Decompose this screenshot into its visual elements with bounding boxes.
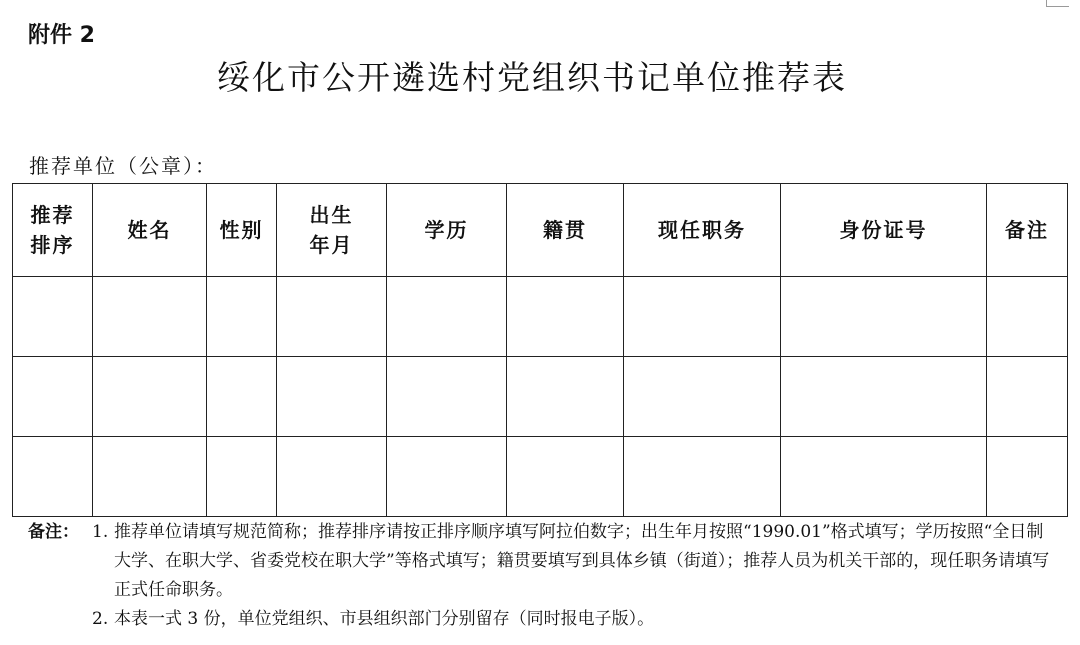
header-gender	[207, 184, 277, 277]
table-cell	[277, 437, 387, 517]
notes-label: 备注：	[28, 522, 79, 542]
table-cell	[93, 357, 207, 437]
header-text: 备注	[1005, 218, 1049, 242]
table-cell	[987, 357, 1068, 437]
header-rank	[13, 184, 93, 277]
table-cell	[987, 437, 1068, 517]
header-birth-date	[277, 184, 387, 277]
table-cell	[624, 277, 781, 357]
table-cell	[387, 277, 507, 357]
table-row	[13, 277, 1068, 357]
notes-label	[28, 605, 92, 634]
table-cell	[387, 357, 507, 437]
table-cell	[13, 277, 93, 357]
table-cell	[387, 437, 507, 517]
header-remarks	[987, 184, 1068, 277]
table-cell	[13, 437, 93, 517]
header-education	[387, 184, 507, 277]
header-text: 籍贯	[543, 218, 587, 242]
document-title: 绥化市公开遴选村党组织书记单位推荐表	[217, 58, 847, 97]
table-cell	[207, 277, 277, 357]
header-text: 出生	[309, 203, 354, 227]
note-text: 推荐单位请填写规范简称；推荐排序请按正排序顺序填写阿拉伯数字；出生年月按照“1990.01”格式填写；学历按照“全日制大学、在职大学、省委党校在职大学”等格式填写；籍贯要填写到具体乡镇（街道）；推荐人员为机关干部的，现任职务请填写正式任命职务。	[114, 522, 1050, 600]
table-cell	[277, 357, 387, 437]
header-text: 现任职务	[658, 218, 746, 242]
note-text: 本表一式 3 份，单位党组织、市县组织部门分别留存（同时报电子版）。	[114, 609, 655, 629]
header-text: 年月	[309, 233, 354, 257]
header-text: 性别	[219, 218, 264, 242]
note-number: 1.	[92, 522, 109, 542]
table-cell	[507, 357, 624, 437]
table-cell	[781, 437, 987, 517]
note-item	[28, 605, 1058, 634]
table-row	[13, 357, 1068, 437]
table-cell	[13, 357, 93, 437]
header-name	[93, 184, 207, 277]
header-text: 姓名	[127, 218, 172, 242]
notes-section	[28, 518, 1058, 634]
table-cell	[624, 357, 781, 437]
header-current-position	[624, 184, 781, 277]
table-header-row	[13, 184, 1068, 277]
table-cell	[507, 277, 624, 357]
header-id-number	[781, 184, 987, 277]
table-cell	[207, 357, 277, 437]
table-cell	[624, 437, 781, 517]
table-cell	[507, 437, 624, 517]
recommendation-table	[12, 183, 1068, 517]
table-cell	[781, 357, 987, 437]
note-number: 2.	[92, 609, 109, 629]
table-cell	[207, 437, 277, 517]
table-cell	[277, 277, 387, 357]
header-text: 推荐	[30, 203, 75, 227]
attachment-label: 附件 2	[28, 23, 95, 48]
table-row	[13, 437, 1068, 517]
note-item	[28, 518, 1058, 605]
recommending-unit-label: 推荐单位（公章）：	[29, 154, 217, 178]
table-cell	[987, 277, 1068, 357]
table-cell	[93, 437, 207, 517]
header-text: 学历	[424, 218, 469, 242]
header-native-place	[507, 184, 624, 277]
table-body	[13, 277, 1068, 517]
page-corner-mark	[1046, 0, 1069, 7]
table-cell	[781, 277, 987, 357]
header-text: 排序	[30, 233, 75, 257]
header-text: 身份证号	[839, 218, 928, 242]
table-cell	[93, 277, 207, 357]
